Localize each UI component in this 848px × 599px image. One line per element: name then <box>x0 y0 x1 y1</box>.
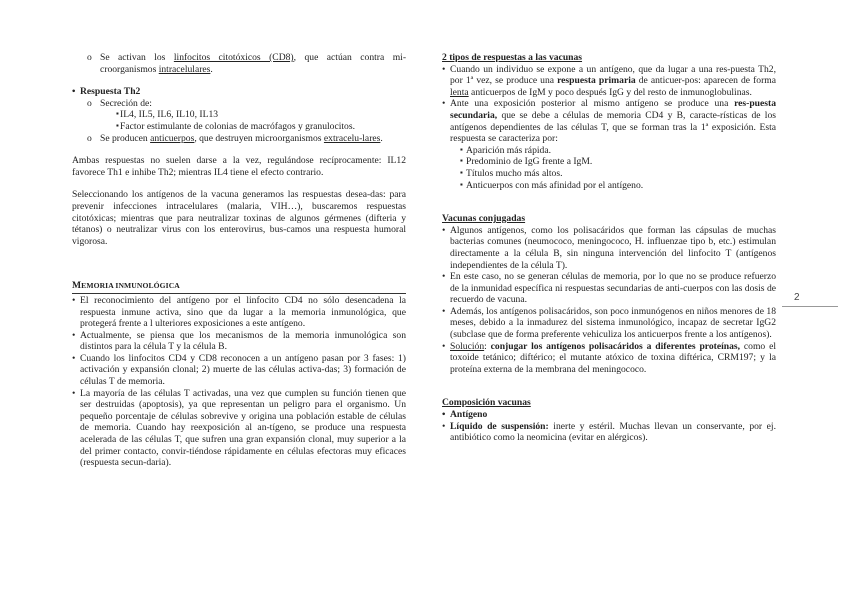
secrecion-item: o Secreción de: <box>72 98 406 110</box>
spacer <box>72 247 406 258</box>
sub-item-4: ▪ Anticuerpos con más afinidad por el antígeno. <box>442 180 776 192</box>
conjugadas-heading: Vacunas conjugadas <box>442 213 526 225</box>
spacer <box>72 178 406 189</box>
memoria-item-2: • Actualmente, se piensa que los mecanismos de la memoria inmunológica son distintos para la célula T y la célula B. <box>72 330 406 353</box>
spacer <box>72 75 406 86</box>
cd8-paragraph: o Se activan los linfocitos citotóxicos (CD8), que actúan contra mi-croorganismos intracelulares. <box>72 52 406 75</box>
spacer <box>72 269 406 280</box>
sub-item-2: ▪ Predominio de IgG frente a IgM. <box>442 156 776 168</box>
tipos-item-1: • Cuando un individuo se expone a un antígeno, que da lugar a una res-puesta Th2, por 1ª vez, se produce una respuesta primaria de anticuer-pos: aparecen de forma lenta anticuerpos de IgM y poco después IgG y del resto de inmunoglobulinas. <box>442 64 776 99</box>
anticuerpos-item: o Se producen anticuerpos, que destruyen microorganismos extracelu-lares. <box>72 133 406 145</box>
tipos-heading: 2 tipos de respuestas a las vacunas <box>442 52 583 63</box>
memoria-item-4: • La mayoría de las células T activadas, una vez que cumplen su función tienen que ser destruidas (apoptosis), ya que representan un peligro para el organismo. Un pequeño porcentaje de células sobrevive y origina una población estable de células de memoria. Cuando hay reexposición al an-tígeno, se produce una respuesta acelerada de las células T, que sufren una gran expansión clonal, muy superior a la del primer contacto, convir-tiéndose rápidamente en células efectoras muy eficaces (respuesta secun-daria). <box>72 388 406 469</box>
il-list-item: ▪ IL4, IL5, IL6, IL10, IL13 <box>72 109 406 121</box>
spacer <box>442 386 776 397</box>
composicion-item-1: • Antígeno <box>442 409 776 421</box>
sub-item-1: ▪ Aparición más rápida. <box>442 145 776 157</box>
ambas-paragraph: Ambas respuestas no suelen darse a la vez, regulándose recíprocamente: IL12 favorece Th1 e inhibe Th2; mientras IL4 tiene el efecto contrario. <box>72 155 406 178</box>
page-number: 2 <box>794 292 800 303</box>
memoria-item-1: • El reconocimiento del antígeno por el linfocito CD4 no sólo desencadena la respuesta inmune activa, sino que da lugar a la memoria inmunológica, que protegerá frente a l ulteriores exposiciones a este antígeno. <box>72 295 406 330</box>
spacer <box>442 202 776 213</box>
right-column <box>442 52 776 444</box>
conjugadas-item-1: • Algunos antígenos, como los polisacáridos que forman las cápsulas de muchas bacterias comunes (neumococo, meningococo, H. influenzae tipo b, etc.) estimulan directamente a la célula B, sin ninguna intervención del linfocito T (antígenos independientes de la célula T). <box>442 225 776 271</box>
seleccionando-paragraph: Seleccionando los antígenos de la vacuna generamos las respuestas desea-das: para prevenir infecciones intracelulares (malaria, VIH…), buscaremos respuestas citotóxicas; mientras que para neutralizar toxinas de algunos gérmenes (difteria y tétanos) o neutralizar virus con los enterovirus, bus-camos una respuesta humoral vigorosa. <box>72 189 406 247</box>
spacer <box>442 191 776 202</box>
sub-item-3: ▪ Títulos mucho más altos. <box>442 168 776 180</box>
left-column <box>72 52 406 469</box>
spacer <box>442 375 776 386</box>
conjugadas-item-2: • En este caso, no se generan células de memoria, por lo que no se produce refuerzo de la inmunidad específica ni respuestas secundarias de anti-cuerpos con las dosis de recuerdo de vacuna. <box>442 271 776 306</box>
spacer <box>72 258 406 269</box>
composicion-heading: Composición vacunas <box>442 397 531 409</box>
tipos-item-2: • Ante una exposición posterior al mismo antígeno se produce una res-puesta secundaria, que se debe a células de memoria CD4 y B, caracte-rísticas de los antígenos dependientes de las células T, que se forman tras la 1ª exposición. Esta respuesta se caracteriza por: <box>442 98 776 144</box>
memoria-item-3: • Cuando los linfocitos CD4 y CD8 reconocen a un antígeno pasan por 3 fases: 1) activación y expansión clonal; 2) muerte de las células activa-das; 3) formación de células T de memoria. <box>72 353 406 388</box>
page-number-rule <box>782 306 838 307</box>
th2-heading: • Respuesta Th2 <box>72 86 406 98</box>
memoria-heading: MEMORIA INMUNOLÓGICA <box>72 280 406 294</box>
conjugadas-item-4: • Solución: conjugar los antígenos polisacáridos a diferentes proteínas, como el toxoide tetánico; diftérico; el mutante atóxico de toxina diftérica, CRM197; y la proteína externa de la membrana del meningococo. <box>442 341 776 376</box>
conjugadas-item-3: • Además, los antígenos polisacáridos, son poco inmunógenos en niños menores de 18 meses, debido a la inmadurez del sistema inmunológico, incapaz de secretar IgG2 (subclase que de forma preferente vehiculiza los anticuerpos frente a los antígenos). <box>442 306 776 341</box>
composicion-item-2: • Líquido de suspensión: inerte y estéril. Muchas llevan un conservante, por ej. antibiótico como la neomicina (evitar en alérgicos). <box>442 421 776 444</box>
factor-item: ▪ Factor estimulante de colonias de macrófagos y granulocitos. <box>72 121 406 133</box>
spacer <box>72 144 406 155</box>
